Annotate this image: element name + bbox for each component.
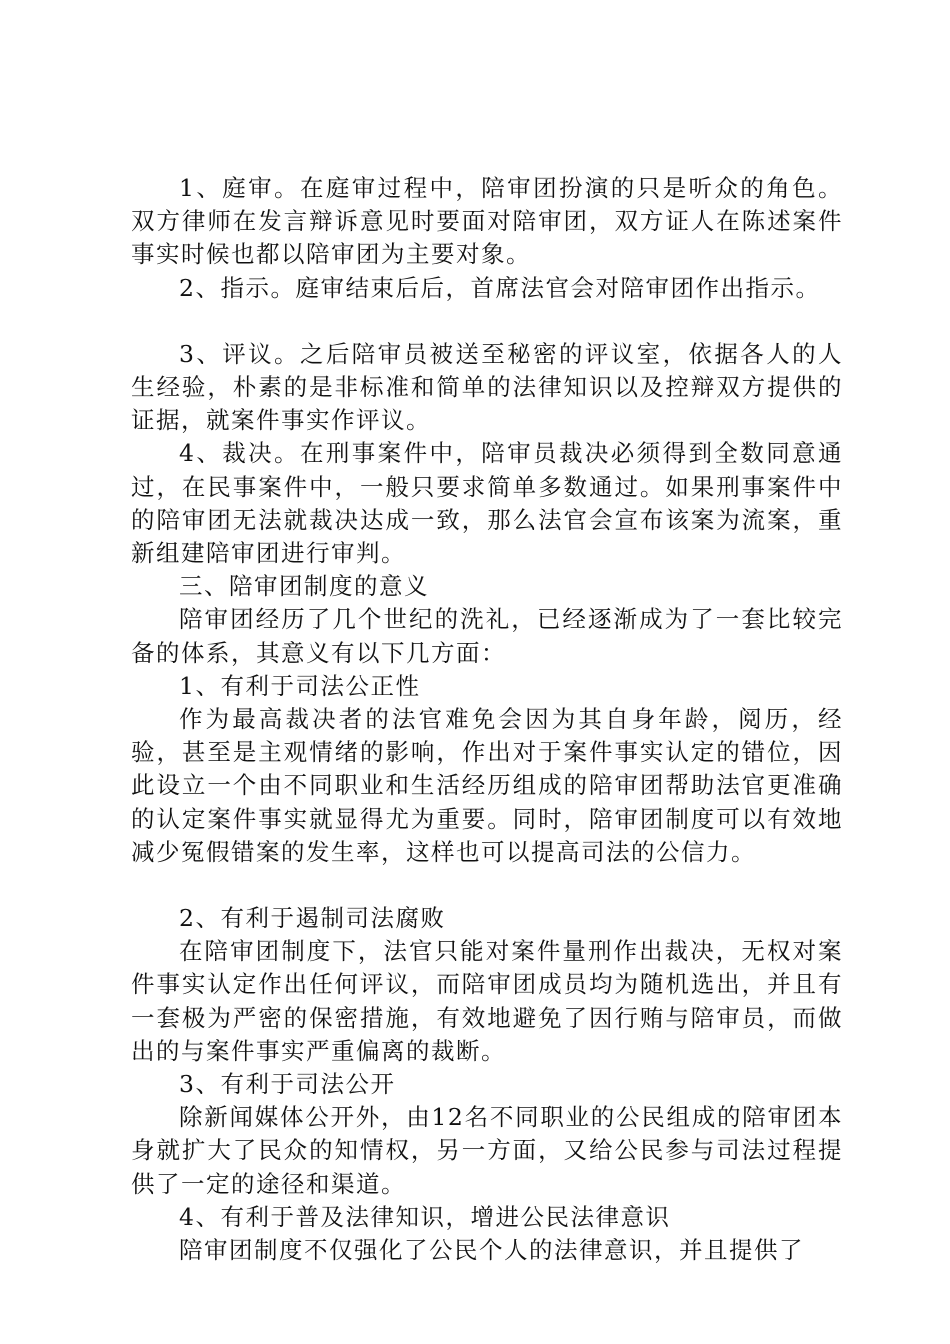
subheading-legal-awareness: 4、有利于普及法律知识，增进公民法律意识 [179, 1202, 671, 1231]
subheading-anticorruption: 2、有利于遏制司法腐败 [179, 904, 446, 933]
subheading-openness: 3、有利于司法公开 [179, 1070, 396, 1099]
paragraph-legal-awareness: 陪审团制度不仅强化了公民个人的法律意识，并且提供了 [179, 1236, 804, 1265]
paragraph-anticorruption: 在陪审团制度下，法官只能对案件量刑作出裁决，无权对案件事实认定作出任何评议，而陪审团成员均为随机选出，并且有一套极为严密的保密措施，有效地避免了因行贿与陪审员，而做出的与案件事实严重偏离的裁断。 [131, 937, 843, 1065]
paragraph-deliberation: 3、评议。之后陪审员被送至秘密的评议室，依据各人的人生经验，朴素的是非标准和简单的法律知识以及控辩双方提供的证据，就案件事实作评议。 [131, 339, 843, 435]
paragraph-verdict: 4、裁决。在刑事案件中，陪审员裁决必须得到全数同意通过，在民事案件中，一般只要求简单多数通过。如果刑事案件中的陪审团无法就裁决达成一致，那么法官会宣布该案为流案，重新组建陪审团进行审判。 [131, 439, 843, 568]
paragraph-trial: 1、庭审。在庭审过程中，陪审团扮演的只是听众的角色。双方律师在发言辩诉意见时要面对陪审团，双方证人在陈述案件事实时候也都以陪审团为主要对象。 [131, 174, 843, 269]
paragraph-openness: 除新闻媒体公开外，由12名不同职业的公民组成的陪审团本身就扩大了民众的知情权，另一方面，又给公民参与司法过程提供了一定的途径和渠道。 [131, 1103, 843, 1198]
document-body [131, 172, 843, 1267]
paragraph-significance-intro: 陪审团经历了几个世纪的洗礼，已经逐渐成为了一套比较完备的体系，其意义有以下几方面： [131, 605, 843, 667]
paragraph-instruction: 2、指示。庭审结束后后，首席法官会对陪审团作出指示。 [179, 273, 821, 302]
paragraph-justice: 作为最高裁决者的法官难免会因为其自身年龄，阅历，经验，甚至是主观情绪的影响，作出对于案件事实认定的错位，因此设立一个由不同职业和生活经历组成的陪审团帮助法官更准确的认定案件事实就显得尤为重要。同时，陪审团制度可以有效地减少冤假错案的发生率，这样也可以提高司法的公信力。 [131, 705, 843, 866]
section-heading-significance: 三、陪审团制度的意义 [179, 572, 429, 601]
subheading-justice: 1、有利于司法公正性 [179, 671, 421, 700]
